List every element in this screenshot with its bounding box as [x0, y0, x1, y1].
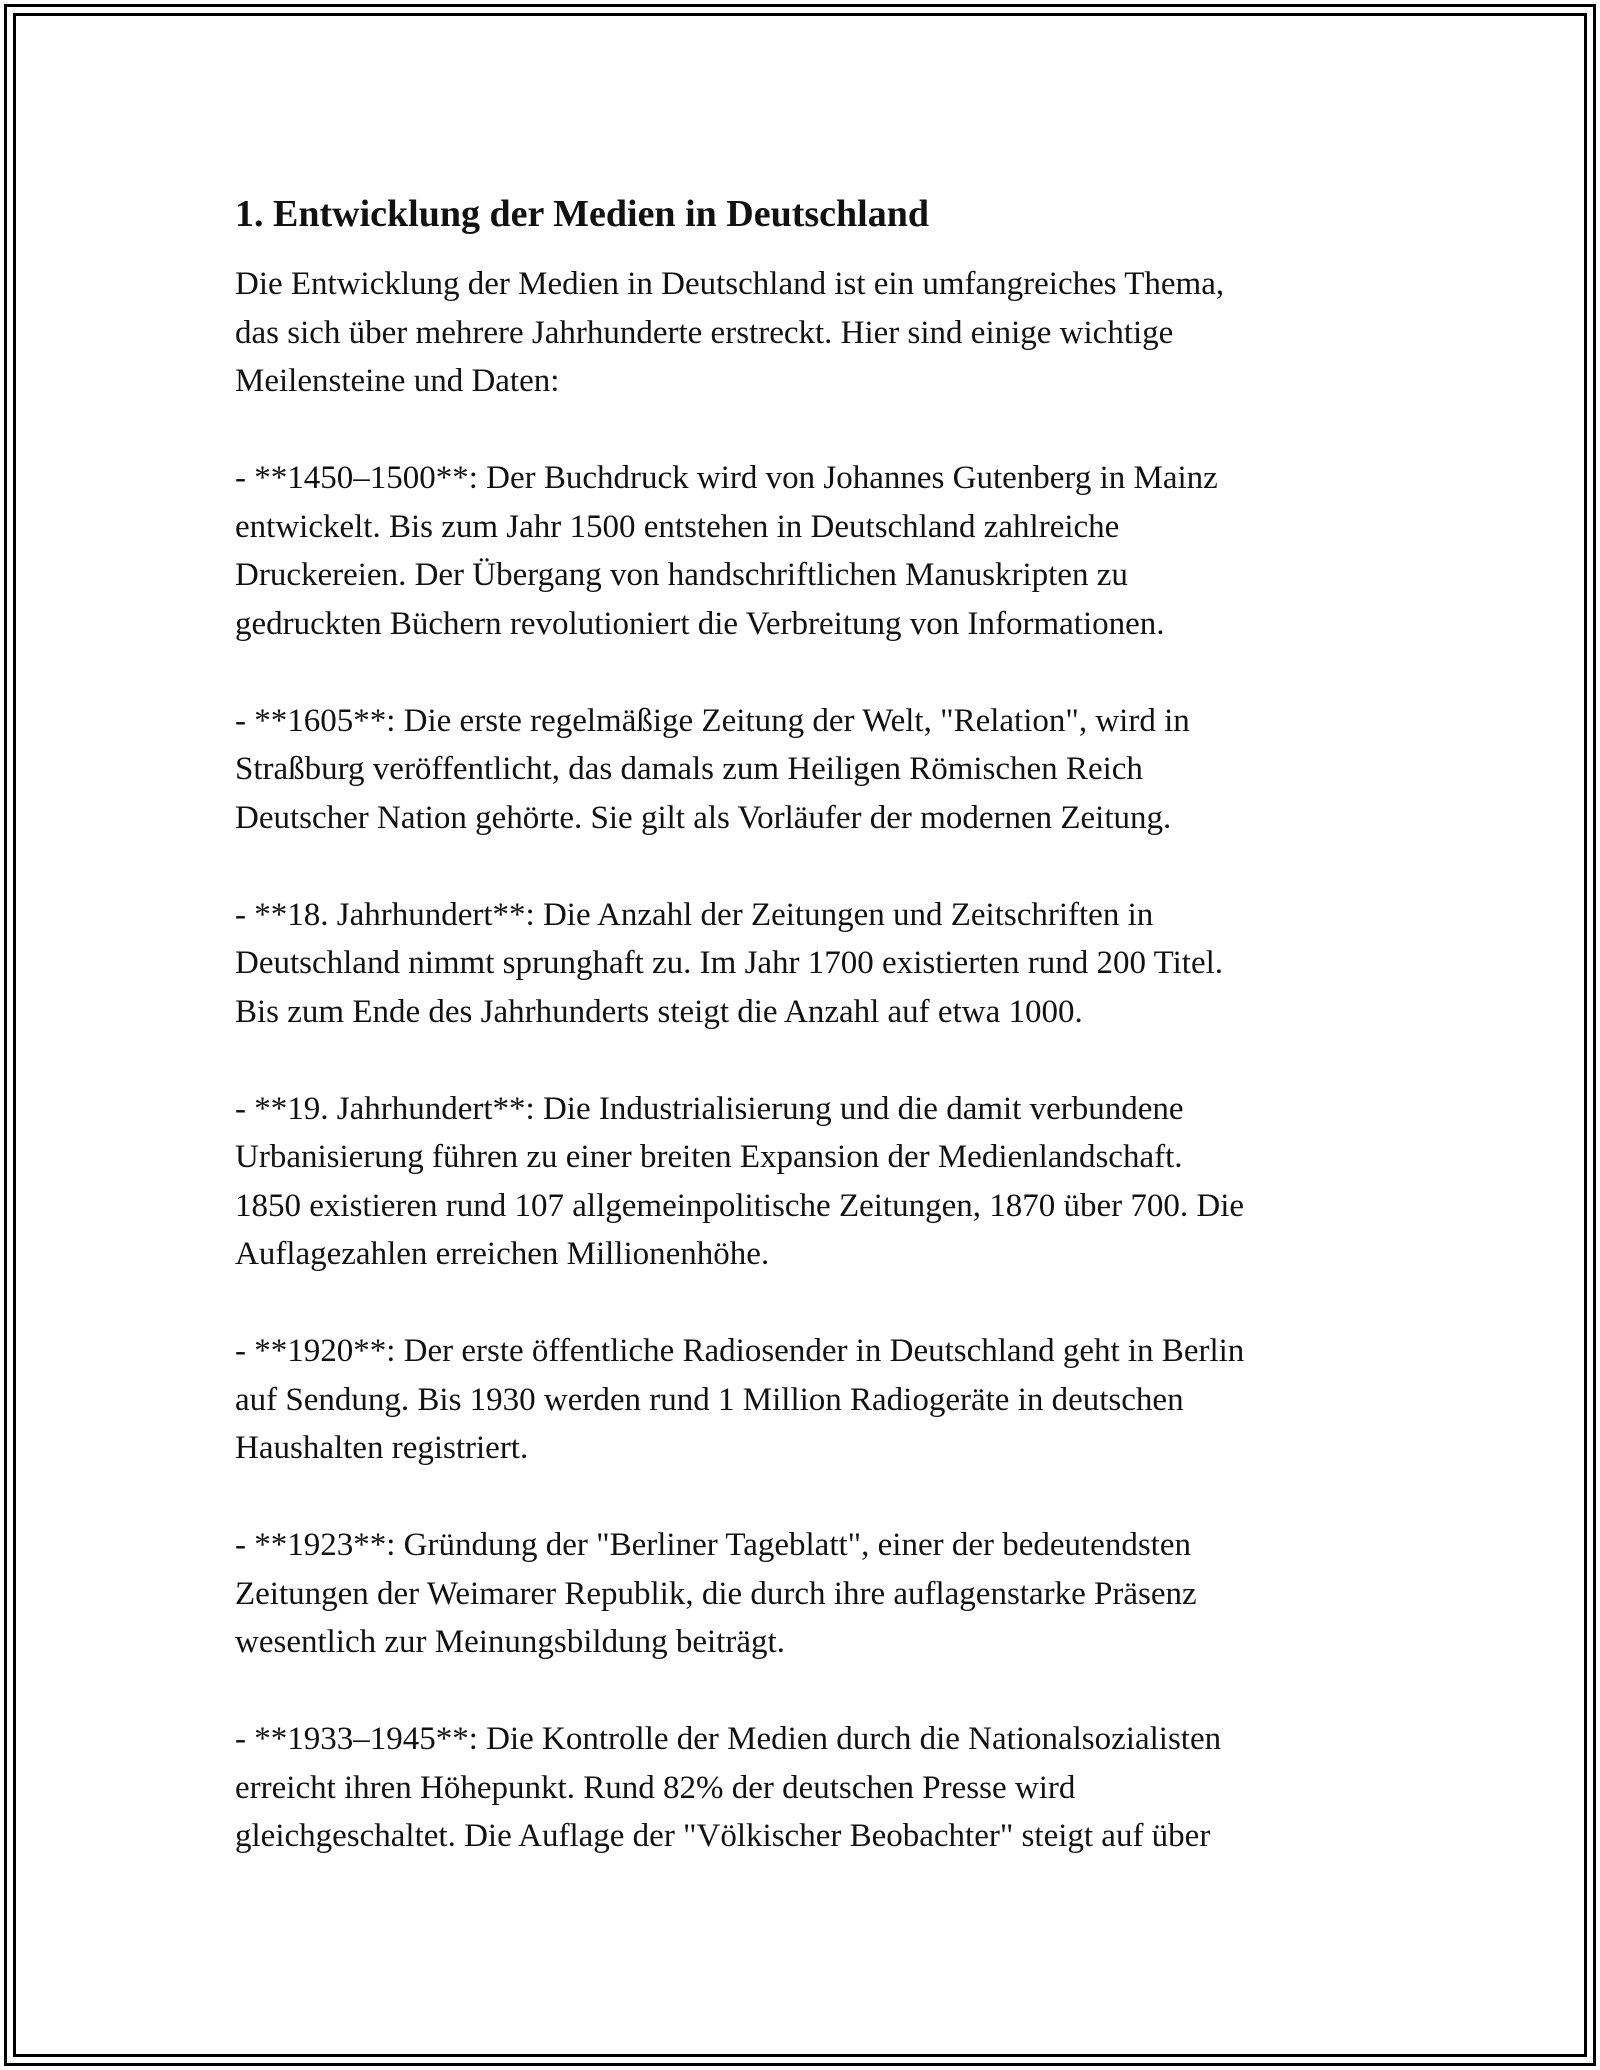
- text-line: gleichgeschaltet. Die Auflage der "Völkischer Beobachter" steigt auf über: [235, 1818, 1211, 1854]
- milestone-item: [235, 1327, 1365, 1473]
- text-line: auf Sendung. Bis 1930 werden rund 1 Million Radiogeräte in deutschen: [235, 1381, 1184, 1418]
- text-line: - **18. Jahrhundert**: Die Anzahl der Zeitungen und Zeitschriften in: [235, 896, 1154, 933]
- text-line: Meilensteine und Daten:: [235, 363, 560, 399]
- text-line: - **1605**: Die erste regelmäßige Zeitung der Welt, "Relation", wird in: [235, 702, 1190, 739]
- text-line: erreicht ihren Höhepunkt. Rund 82% der deutschen Presse wird: [235, 1769, 1076, 1806]
- text-line: Druckereien. Der Übergang von handschriftlichen Manuskripten zu: [235, 557, 1128, 593]
- text-line: - **1933–1945**: Die Kontrolle der Medien durch die Nationalsozialisten: [235, 1721, 1222, 1757]
- text-line: - **19. Jahrhundert**: Die Industrialisierung und die damit verbundene: [235, 1090, 1184, 1127]
- text-line: Straßburg veröffentlicht, das damals zum Heiligen Römischen Reich: [235, 751, 1143, 787]
- milestone-item: [235, 697, 1365, 843]
- milestone-item: [235, 1715, 1365, 1861]
- text-line: - **1920**: Der erste öffentliche Radiosender in Deutschland geht in Berlin: [235, 1333, 1245, 1369]
- text-line: Urbanisierung führen zu einer breiten Expansion der Medienlandschaft.: [235, 1139, 1183, 1175]
- milestone-item: [235, 454, 1365, 648]
- text-line: 1850 existieren rund 107 allgemeinpolitische Zeitungen, 1870 über 700. Die: [235, 1187, 1245, 1224]
- text-line: Bis zum Ende des Jahrhunderts steigt die Anzahl auf etwa 1000.: [235, 993, 1083, 1030]
- text-line: gedruckten Büchern revolutioniert die Verbreitung von Informationen.: [235, 605, 1165, 642]
- text-line: Auflagezahlen erreichen Millionenhöhe.: [235, 1236, 770, 1272]
- text-line: - **1923**: Gründung der "Berliner Tageblatt", einer der bedeutendsten: [235, 1527, 1191, 1563]
- document-body: [235, 178, 1365, 1909]
- milestone-item: [235, 1521, 1365, 1667]
- text-line: Deutschland nimmt sprunghaft zu. Im Jahr 1700 existierten rund 200 Titel.: [235, 945, 1224, 981]
- intro-paragraph: [235, 260, 1365, 406]
- text-line: Haushalten registriert.: [235, 1430, 529, 1466]
- text-line: Deutscher Nation gehörte. Sie gilt als Vorläufer der modernen Zeitung.: [235, 799, 1172, 836]
- text-line: wesentlich zur Meinungsbildung beiträgt.: [235, 1624, 785, 1660]
- text-line: entwickelt. Bis zum Jahr 1500 entstehen in Deutschland zahlreiche: [235, 508, 1120, 545]
- text-line: Die Entwicklung der Medien in Deutschland ist ein umfangreiches Thema,: [235, 266, 1225, 302]
- page-title: 1. Entwicklung der Medien in Deutschland: [235, 193, 929, 235]
- text-line: - **1450–1500**: Der Buchdruck wird von Johannes Gutenberg in Mainz: [235, 460, 1218, 496]
- text-line: das sich über mehrere Jahrhunderte erstreckt. Hier sind einige wichtige: [235, 314, 1174, 351]
- milestone-item: [235, 891, 1365, 1037]
- text-line: Zeitungen der Weimarer Republik, die durch ihre auflagenstarke Präsenz: [235, 1575, 1197, 1612]
- milestone-item: [235, 1085, 1365, 1279]
